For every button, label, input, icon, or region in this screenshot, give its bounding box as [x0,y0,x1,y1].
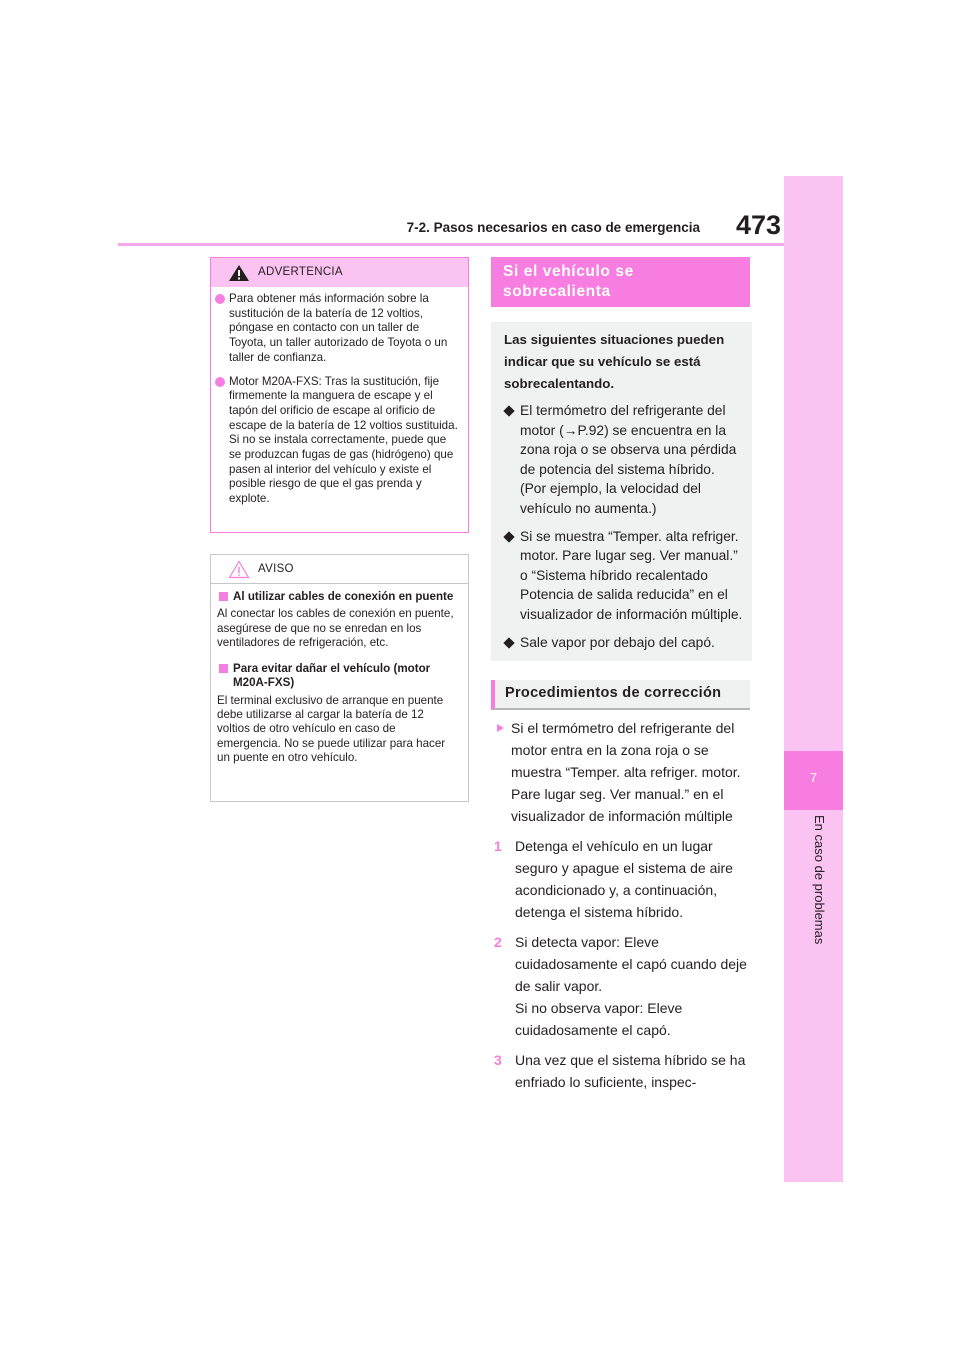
bullet-dot [215,377,225,387]
overheat-symptoms-box [491,322,752,661]
warning-header [211,258,468,287]
step-number: 3 [494,1052,502,1068]
warning-title: ADVERTENCIA [258,266,343,278]
section-title: 7-2. Pasos necesarios en caso de emergencia [406,220,700,235]
chapter-number: 7 [809,770,818,785]
list-item: El termómetro del refrigerante del motor (→P.92) se encuentra en la zona roja o se observa una pérdida de potencia del sistema híbrido. (Por ejemplo, la velocidad del vehículo no aumenta.) [504,401,744,519]
correction-heading: Procedimientos de corrección [491,680,750,710]
notice-text: Al conectar los cables de conexión en puente, asegúrese de que no se enredan en los ventiladores de refrigeración, etc. [217,607,454,649]
bullet-square [219,592,228,601]
bullet-square [219,664,228,673]
notice-subheading: Para evitar dañar el vehículo (motor M20A-FXS) [217,662,458,691]
notice-header [211,555,468,584]
symptoms-list [504,401,744,652]
procedure-step: 3 Una vez que el sistema híbrido se ha enfriado lo suficiente, inspec- [494,1049,756,1093]
list-item: Sale vapor por debajo del capó. [504,633,744,653]
notice-text: El terminal exclusivo de arranque en puente debe utilizarse al cargar la batería de 12 voltios de otro vehículo en caso de emergencia. No se puede utilizar para hacer un puente en otro vehículo. [217,693,446,764]
warning-triangle-icon [228,264,250,282]
list-item: Si se muestra “Temper. alta refriger. motor. Pare lugar seg. Ver manual.” o “Sistema híbrido recalentado Potencia de salida reducida” en el visualizador de información múltiple. [504,527,744,625]
page-number: 473 [736,210,782,240]
warning-item: Para obtener más información sobre la sustitución de la batería de 12 voltios, póngase en contacto con un taller de Toyota, un taller autorizado de Toyota o un taller de confianza. [211,292,458,366]
step-number: 1 [494,838,502,854]
symptoms-intro: Las siguientes situaciones pueden indicar que su vehículo se está sobrecalentando. [504,332,725,391]
procedure-step: 2 Si detecta vapor: Eleve cuidadosamente el capó cuando deje de salir vapor. Si no observa vapor: Eleve cuidadosamente el capó. [494,931,756,1041]
notice-body [211,584,468,765]
bullet-diamond [503,405,514,416]
bullet-diamond [503,531,514,542]
side-band [784,176,843,1182]
bullet-diamond [503,637,514,648]
notice-title: AVISO [258,563,294,575]
procedure-condition: Si el termómetro del refrigerante del motor entra en la zona roja o se muestra “Temper. alta refriger. motor. Pare lugar seg. Ver manual.” en el visualizador de información múltiple [494,717,756,827]
warning-item: Motor M20A-FXS: Tras la sustitución, fije firmemente la manguera de escape y el tapón del orificio de escape al orificio de escape de la batería de 12 voltios sustituida. Si no se instala correctamente, puede que se produzcan fugas de gas (hidrógeno) que pasen al interior del vehículo y existe el posible riesgo de que el gas prenda y explote. [211,375,458,507]
condition-arrow-icon [497,724,504,732]
notice-subheading: Al utilizar cables de conexión en puente [217,590,458,604]
bullet-dot [215,294,225,304]
notice-box [210,554,469,802]
header-rule [118,243,784,246]
step-number: 2 [494,934,502,950]
procedure-step: 1 Detenga el vehículo en un lugar seguro y apague el sistema de aire acondicionado y, a continuación, detenga el sistema híbrido. [494,835,756,923]
chapter-label: En caso de problemas [812,815,827,945]
warning-box [210,257,469,533]
correction-procedure [494,717,756,1093]
caution-triangle-icon [228,560,250,579]
overheat-heading: Si el vehículo se sobrecalienta [491,257,750,307]
